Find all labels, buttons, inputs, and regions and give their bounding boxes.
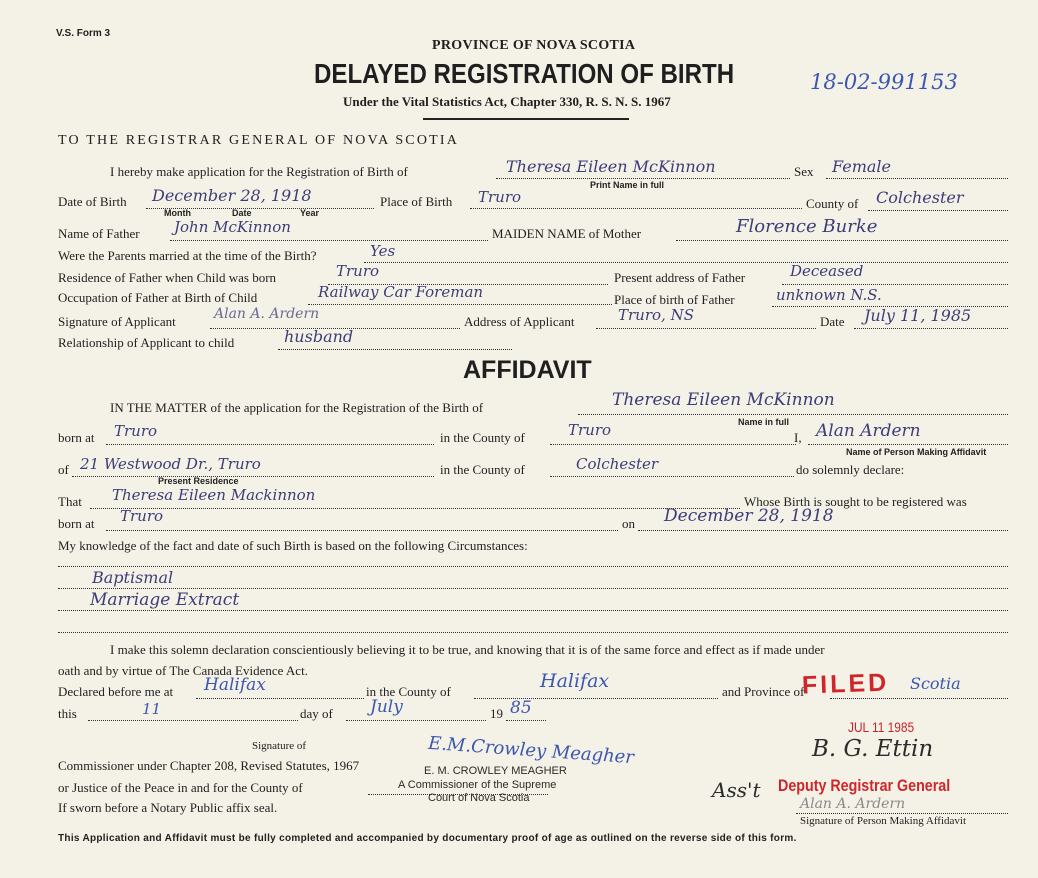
declared-county-value: Halifax <box>540 670 610 692</box>
year-suffix: 85 <box>510 698 532 718</box>
occupation-line <box>308 304 612 305</box>
residence-hint: Present Residence <box>158 476 239 486</box>
pob-label: Place of Birth <box>380 194 453 209</box>
born-county-value: Truro <box>568 421 612 439</box>
day-of-label: day of <box>300 706 333 721</box>
res-county-value: Colchester <box>576 455 659 473</box>
father-address-label: Present address of Father <box>614 270 746 285</box>
that-line <box>90 508 740 509</box>
circumstance-line-4 <box>58 632 1008 633</box>
notary-note: If sworn before a Notary Public affix seal. <box>58 800 278 815</box>
affidavit-heading: AFFIDAVIT <box>463 356 592 384</box>
father-address-value: Deceased <box>790 262 864 280</box>
commissioner-stamp-name: E. M. CROWLEY MEAGHER <box>424 765 567 777</box>
circumstance-item: Marriage Extract <box>90 590 240 610</box>
affiant-signature-label: Signature of Person Making Affidavit <box>800 815 966 827</box>
in-county-label: in the County of <box>440 430 525 445</box>
county-line <box>868 210 1008 211</box>
signature-of-label: Signature of <box>252 740 307 752</box>
month-line <box>346 720 486 721</box>
declared-at-line <box>196 698 364 699</box>
married-value: Yes <box>370 242 396 260</box>
date-hint: Date <box>232 208 252 218</box>
relationship-value: husband <box>284 327 354 346</box>
form-subtitle: Under the Vital Statistics Act, Chapter 330, R. S. N. S. 1967 <box>343 94 671 109</box>
registrar-signature: B. G. Ettin <box>812 736 934 762</box>
commissioner-stamp-line-2: A Commissioner of the Supreme <box>398 779 557 791</box>
declared-label: Declared before me at <box>58 684 174 699</box>
affiant-hint: Name of Person Making Affidavit <box>846 447 987 457</box>
circumstance-line-1 <box>58 566 1008 567</box>
filed-stamp: FILED <box>801 668 890 700</box>
affiant-name: Alan Ardern <box>816 421 921 441</box>
this-label: this <box>58 706 77 721</box>
applicant-address-value: Truro, NS <box>618 306 694 324</box>
relationship-line <box>278 349 512 350</box>
affiant-signature-line <box>796 813 1008 814</box>
affiant-signature: Alan A. Ardern <box>800 796 906 812</box>
applicant-address-label: Address of Applicant <box>464 314 575 329</box>
month-value: July <box>370 697 403 717</box>
father-label: Name of Father <box>58 226 140 241</box>
county-label: County of <box>806 196 859 211</box>
apply-label: I hereby make application for the Registration of Birth of <box>110 164 408 179</box>
born-at-line <box>106 444 434 445</box>
date-label: Date <box>820 314 845 329</box>
father-address-line <box>782 284 1008 285</box>
affiant-line <box>808 444 1008 445</box>
day-value: 11 <box>142 700 162 718</box>
circumstance-line-2 <box>58 588 1008 589</box>
to-registrar-line: TO THE REGISTRAR GENERAL OF NOVA SCOTIA <box>58 133 460 148</box>
applicant-signature-label: Signature of Applicant <box>58 314 176 329</box>
that-label: That <box>58 494 82 509</box>
solemn-line-1: I make this solemn declaration conscientiously believing it to be true, and knowing that it is of the same force and effect as if made under <box>110 642 825 657</box>
born-on-line <box>638 530 1008 531</box>
born-on-value: December 28, 1918 <box>664 506 834 526</box>
dob-label: Date of Birth <box>58 194 127 209</box>
circumstance-item: Baptismal <box>92 568 174 587</box>
father-residence-value: Truro <box>336 262 380 280</box>
born-at-value: Truro <box>114 422 158 440</box>
born-at2-value: Truro <box>120 507 164 525</box>
of-label: of <box>58 462 69 477</box>
province-label: and Province of <box>722 684 805 699</box>
father-pob-value: unknown N.S. <box>776 286 882 304</box>
sex-value: Female <box>832 157 891 176</box>
solemn-line-2: oath and by virtue of The Canada Evidence Act. <box>58 663 308 678</box>
born-at2-line <box>106 530 618 531</box>
mother-line <box>676 240 1008 241</box>
occupation-label: Occupation of Father at Birth of Child <box>58 290 258 305</box>
knowledge-label: My knowledge of the fact and date of such Birth is based on the following Circumstances: <box>58 538 528 553</box>
child-name-line <box>496 178 790 179</box>
occupation-value: Railway Car Foreman <box>318 283 484 301</box>
commissioner-line-1: Commissioner under Chapter 208, Revised Statutes, 1967 <box>58 758 360 773</box>
month-hint: Month <box>164 208 191 218</box>
title-underline <box>423 118 629 120</box>
sex-label: Sex <box>794 164 814 179</box>
pob-value: Truro <box>478 188 522 206</box>
res-county-label: in the County of <box>440 462 525 477</box>
mother-value: Florence Burke <box>736 216 878 237</box>
whose-label: Whose Birth is sought to be registered was <box>744 494 967 509</box>
deputy-registrar-stamp: Deputy Registrar General <box>778 776 951 795</box>
form-code: V.S. Form 3 <box>56 28 111 39</box>
day-line <box>88 720 298 721</box>
registration-number: 18-02-991153 <box>810 70 958 94</box>
father-line <box>170 240 488 241</box>
child-name: Theresa Eileen McKinnon <box>506 157 716 176</box>
assistant-annotation: Ass't <box>712 778 761 802</box>
applicant-signature: Alan A. Ardern <box>214 306 320 322</box>
county-value: Colchester <box>876 188 964 207</box>
filed-date-stamp: JUL 11 1985 <box>848 719 915 735</box>
declared-county-label: in the County of <box>366 684 451 699</box>
residence-value: 21 Westwood Dr., Truro <box>80 455 261 473</box>
married-line <box>364 262 1008 263</box>
res-county-line <box>550 476 794 477</box>
declared-at-value: Halifax <box>204 675 266 695</box>
applicant-address-line <box>596 328 816 329</box>
commissioner-stamp-line-3: Court of Nova Scotia <box>428 792 530 804</box>
father-pob-label: Place of birth of Father <box>614 292 735 307</box>
father-residence-label: Residence of Father when Child was born <box>58 270 277 285</box>
form-title: DELAYED REGISTRATION OF BIRTH <box>314 58 735 89</box>
declare-label: do solemnly declare: <box>796 462 905 477</box>
matter-line <box>578 414 1008 415</box>
relationship-label: Relationship of Applicant to child <box>58 335 235 350</box>
on-label: on <box>622 516 635 531</box>
province-heading: PROVINCE OF NOVA SCOTIA <box>432 38 636 53</box>
mother-label: MAIDEN NAME of Mother <box>492 226 642 241</box>
footer-note: This Application and Affidavit must be fully completed and accompanied by documentary proof of age as outlined on the reverse side of this form. <box>58 833 797 844</box>
name-full-hint: Name in full <box>738 417 790 427</box>
commissioner-line-2: or Justice of the Peace in and for the County of <box>58 780 303 795</box>
born-county-line <box>550 444 796 445</box>
commissioner-signature: E.M.Crowley Meagher <box>427 732 635 769</box>
that-name: Theresa Eileen Mackinnon <box>112 486 316 504</box>
residence-line <box>72 476 434 477</box>
date-line <box>854 328 1008 329</box>
born-at-label: born at <box>58 430 95 445</box>
born-at2-label: born at <box>58 516 95 531</box>
married-label: Were the Parents married at the time of the Birth? <box>58 248 317 263</box>
sex-line <box>826 178 1008 179</box>
pob-line <box>470 208 802 209</box>
i-label: I, <box>794 430 802 445</box>
father-value: John McKinnon <box>174 218 291 236</box>
province-value: Scotia <box>910 674 961 693</box>
dob-value: December 28, 1918 <box>152 186 312 205</box>
year-hint: Year <box>300 208 320 218</box>
matter-label: IN THE MATTER of the application for the Registration of the Birth of <box>110 400 484 415</box>
print-name-hint: Print Name in full <box>590 180 665 190</box>
circumstance-line-3 <box>58 610 1008 611</box>
matter-name: Theresa Eileen McKinnon <box>612 390 835 410</box>
date-value: July 11, 1985 <box>864 306 972 325</box>
year-line <box>506 720 546 721</box>
year-prefix: 19 <box>490 706 503 721</box>
